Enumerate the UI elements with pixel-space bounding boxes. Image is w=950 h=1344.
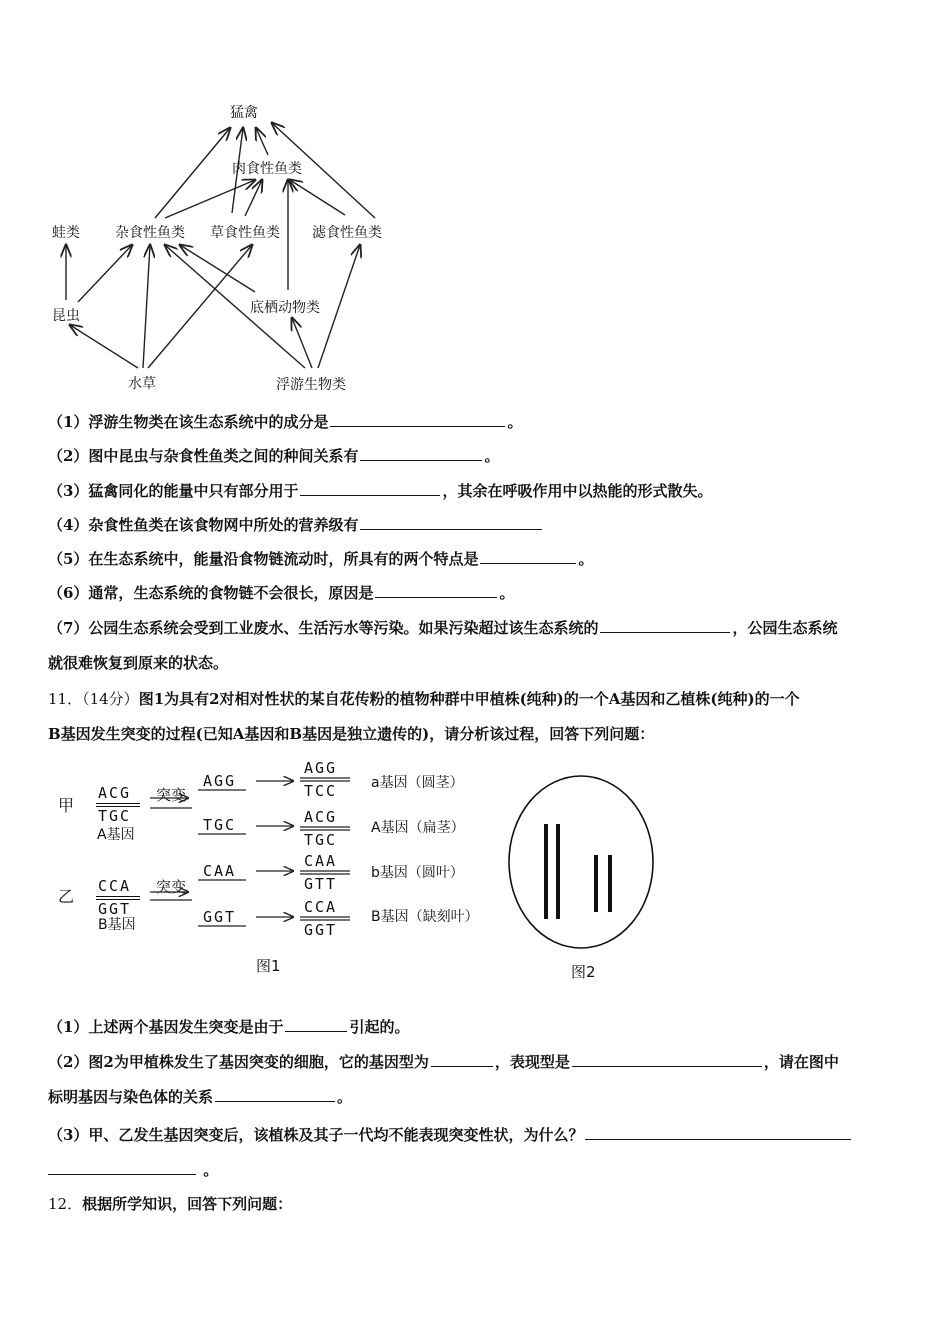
row4-top: CCA	[304, 898, 338, 916]
q11-part1: （1）上述两个基因发生突变是由于 引起的。	[48, 1018, 410, 1036]
label-jia: 甲	[58, 796, 75, 815]
answer-blank[interactable]	[431, 1052, 493, 1067]
q10-part7: （7）公园生态系统会受到工业废水、生活污水等污染。如果污染超过该生态系统的 ，公园生态系统	[48, 619, 838, 637]
q10-part3: （3）猛禽同化的能量中只有部分用于 ，其余在呼吸作用中以热能的形式散失。	[48, 482, 713, 500]
q10-part4: （4）杂食性鱼类在该食物网中所处的营养级有	[48, 514, 544, 535]
answer-blank[interactable]	[572, 1052, 762, 1067]
node-herbivorous-fish: 草食性鱼类	[210, 225, 280, 241]
answer-blank[interactable]	[585, 1125, 851, 1140]
figure-2-caption: 图2	[571, 963, 596, 981]
figure-1-caption: 图1	[256, 957, 281, 975]
figure-1-arrows	[0, 0, 523, 960]
q11-part2-cont: 标明基因与染色体的关系 。	[48, 1088, 353, 1106]
row2-top: ACG	[304, 808, 338, 826]
row2-bottom: TGC	[304, 831, 338, 849]
mutation-label: 突变	[156, 878, 187, 896]
node-omnivorous-fish: 杂食性鱼类	[115, 225, 185, 241]
row3-top: CAA	[304, 852, 338, 870]
cell-outline	[509, 776, 653, 948]
row4-bottom: GGT	[304, 921, 338, 939]
row3-single-strand: CAA	[203, 862, 237, 880]
row1-single-strand: AGG	[203, 772, 237, 790]
gene-b-name: B基因	[98, 917, 136, 933]
q11-part3-cont: 。	[48, 1159, 218, 1180]
node-benthic: 底栖动物类	[250, 300, 320, 316]
row4-single-strand: GGT	[203, 908, 237, 926]
q11-part2: （2）图2为甲植株发生了基因突变的细胞，它的基因型为 ，表现型是 ，请在图中	[48, 1053, 839, 1071]
answer-blank[interactable]	[48, 1160, 196, 1175]
gene-a-bottom-strand: TGC	[98, 807, 132, 825]
gene-a-top-strand: ACG	[98, 784, 132, 802]
row1-top: AGG	[304, 759, 338, 777]
node-plankton: 浮游生物类	[276, 377, 346, 393]
mutation-label: 突变	[156, 786, 187, 804]
row4-gene-label: B基因（缺刻叶）	[371, 909, 479, 925]
q11-stem: 11．（14分）图1为具有2对相对性状的某自花传粉的植物种群中甲植株(纯种)的一个A基因和乙植株(纯种)的一个	[48, 690, 800, 708]
node-waterweed: 水草	[128, 376, 156, 392]
q10-part6: （6）通常，生态系统的食物链不会很长，原因是 。	[48, 584, 515, 602]
q10-part7-cont: 就很难恢复到原来的状态。	[48, 654, 229, 672]
label-yi: 乙	[58, 887, 75, 906]
row1-gene-label: a基因（圆茎）	[371, 775, 464, 791]
node-filter-fish: 滤食性鱼类	[312, 225, 382, 241]
row2-single-strand: TGC	[203, 816, 237, 834]
q12-stem: 12．根据所学知识，回答下列问题：	[48, 1195, 293, 1213]
q10-part5: （5）在生态系统中，能量沿食物链流动时，所具有的两个特点是 。	[48, 550, 594, 568]
answer-blank[interactable]	[285, 1017, 347, 1032]
gene-b-top-strand: CCA	[98, 877, 132, 895]
node-frogs: 蛙类	[52, 225, 80, 241]
q11-stem-cont: B基因发生突变的过程(已知A基因和B基因是独立遗传的)，请分析该过程，回答下列问题：	[48, 725, 655, 743]
q10-part1: （1）浮游生物类在该生态系统中的成分是 。	[48, 413, 523, 431]
gene-a-name: A基因	[97, 827, 135, 843]
figure-2-cell	[505, 772, 657, 952]
node-raptor: 猛禽	[230, 105, 258, 121]
row2-gene-label: A基因（扁茎）	[371, 820, 465, 836]
row1-bottom: TCC	[304, 782, 338, 800]
row3-gene-label: b基因（圆叶）	[371, 865, 464, 881]
answer-blank[interactable]	[215, 1087, 335, 1102]
q10-part2: （2）图中昆虫与杂食性鱼类之间的种间关系有 。	[48, 447, 500, 465]
row3-bottom: GTT	[304, 875, 338, 893]
gene-b-bottom-strand: GGT	[98, 900, 132, 918]
node-carnivorous-fish: 肉食性鱼类	[232, 161, 302, 177]
q11-part3: （3）甲、乙发生基因突变后，该植株及其子一代均不能表现突变性状，为什么？	[48, 1124, 853, 1145]
node-insects: 昆虫	[52, 308, 80, 324]
